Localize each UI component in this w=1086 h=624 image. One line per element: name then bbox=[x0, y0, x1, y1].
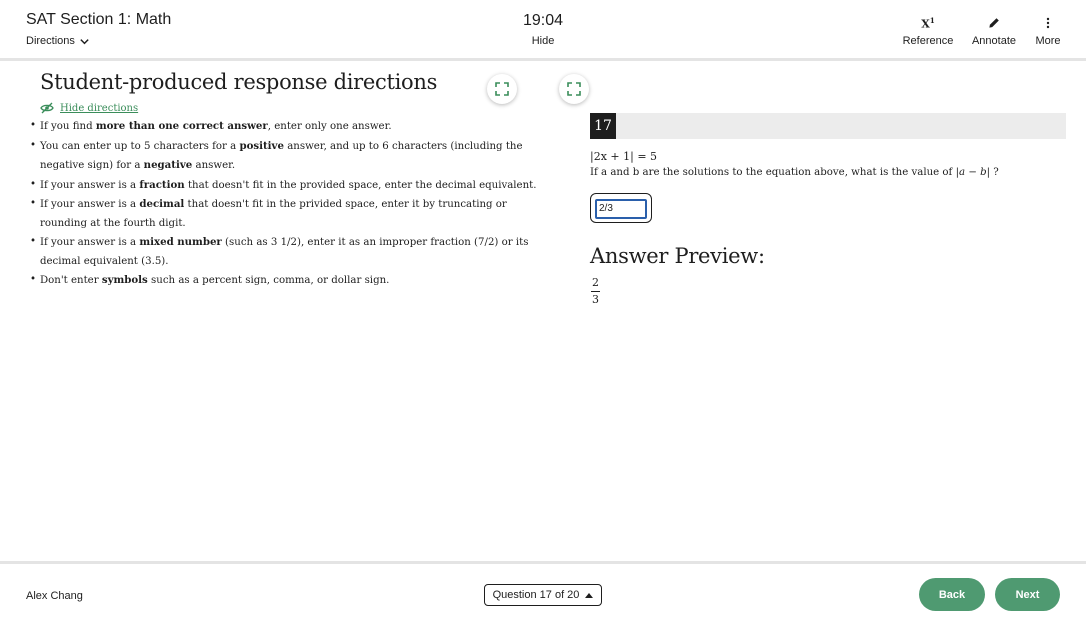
directions-pane bbox=[0, 61, 552, 561]
direction-item bbox=[40, 117, 540, 137]
caret-up-icon bbox=[585, 592, 593, 598]
reference-button[interactable] bbox=[902, 15, 954, 47]
direction-text: Don't enter bbox=[40, 275, 102, 286]
section-title: SAT Section 1: Math bbox=[26, 11, 172, 28]
direction-emphasis: symbols bbox=[101, 274, 148, 286]
direction-emphasis: more than one correct answer bbox=[95, 120, 268, 132]
annotate-button[interactable] bbox=[970, 15, 1018, 47]
directions-list bbox=[40, 117, 540, 291]
direction-emphasis: fraction bbox=[139, 178, 185, 191]
question-nav-label: Question 17 of 20 bbox=[492, 589, 580, 601]
chevron-down-icon bbox=[79, 36, 90, 47]
question-number: 17 bbox=[590, 113, 616, 139]
annotate-label: Annotate bbox=[971, 35, 1017, 47]
direction-text: If your answer is a bbox=[40, 199, 140, 210]
bottom-bar bbox=[0, 561, 1086, 624]
hide-directions-link[interactable] bbox=[40, 102, 138, 114]
expand-directions-button[interactable] bbox=[487, 74, 517, 104]
countdown-timer: 19:04 bbox=[522, 12, 564, 29]
fraction-bar bbox=[591, 291, 600, 292]
answer-input[interactable] bbox=[595, 199, 647, 219]
fraction-numerator: 2 bbox=[592, 276, 599, 289]
eye-slash-icon bbox=[40, 102, 54, 114]
answer-preview-fraction bbox=[591, 276, 600, 306]
direction-text: If you find bbox=[40, 121, 96, 132]
direction-text: answer. bbox=[192, 160, 236, 171]
direction-item bbox=[40, 137, 540, 176]
question-navigator-button[interactable] bbox=[484, 584, 602, 606]
question-pane bbox=[552, 61, 1086, 561]
direction-item bbox=[40, 233, 540, 271]
question-text-before: If a and b are the solutions to the equation above, what is the value of bbox=[590, 167, 956, 178]
direction-text: answer, and up to 6 characters (including the negative sign) for a bbox=[40, 140, 523, 171]
direction-emphasis: mixed number bbox=[139, 236, 222, 248]
directions-title: Student-produced response directions bbox=[40, 70, 438, 94]
direction-item bbox=[40, 271, 540, 291]
hide-directions-label: Hide directions bbox=[60, 102, 139, 114]
answer-preview-title: Answer Preview: bbox=[590, 244, 765, 268]
reference-label: Reference bbox=[902, 35, 954, 47]
fraction-denominator: 3 bbox=[592, 293, 599, 306]
direction-text: You can enter up to 5 characters for a bbox=[40, 140, 240, 152]
expand-question-button[interactable] bbox=[559, 74, 589, 104]
direction-emphasis: decimal bbox=[139, 198, 185, 210]
back-button[interactable]: Back bbox=[919, 578, 985, 611]
directions-label: Directions bbox=[26, 35, 75, 47]
direction-text: that doesn't fit in the provided space, enter the decimal equivalent. bbox=[184, 179, 537, 191]
formula-icon: $X^1$ bbox=[921, 15, 935, 31]
hide-timer-button[interactable]: Hide bbox=[531, 35, 555, 47]
vertical-dots-icon bbox=[1046, 15, 1050, 31]
next-button[interactable]: Next bbox=[995, 578, 1060, 611]
direction-item bbox=[40, 176, 540, 196]
direction-emphasis: positive bbox=[239, 139, 284, 152]
directions-dropdown[interactable] bbox=[26, 35, 90, 47]
answer-box bbox=[590, 193, 652, 223]
question-text bbox=[590, 167, 999, 178]
question-expression: |a − b| bbox=[955, 167, 991, 178]
question-equation: |2x + 1| = 5 bbox=[590, 150, 658, 163]
direction-text: (such as 3 1/2), enter it as an improper fraction (7/2) or its decimal equivalent (3.5). bbox=[40, 237, 529, 267]
direction-text: If your answer is a bbox=[40, 237, 140, 248]
top-bar bbox=[0, 0, 1086, 61]
question-header-bar bbox=[590, 113, 1066, 139]
more-label: More bbox=[1035, 35, 1061, 47]
direction-text: If your answer is a bbox=[40, 179, 140, 191]
pencil-icon bbox=[988, 15, 1000, 31]
direction-emphasis: negative bbox=[143, 159, 193, 171]
expand-icon bbox=[495, 82, 509, 96]
more-button[interactable] bbox=[1032, 15, 1064, 47]
question-text-after: ? bbox=[990, 167, 999, 178]
direction-text: that doesn't fit in the privided space, enter it by truncating or rounding at the fourth digit. bbox=[40, 199, 507, 229]
student-name: Alex Chang bbox=[26, 590, 83, 602]
expand-icon bbox=[567, 82, 581, 96]
direction-text: such as a percent sign, comma, or dollar sign. bbox=[147, 275, 390, 286]
direction-text: , enter only one answer. bbox=[267, 121, 392, 132]
direction-item bbox=[40, 195, 540, 233]
